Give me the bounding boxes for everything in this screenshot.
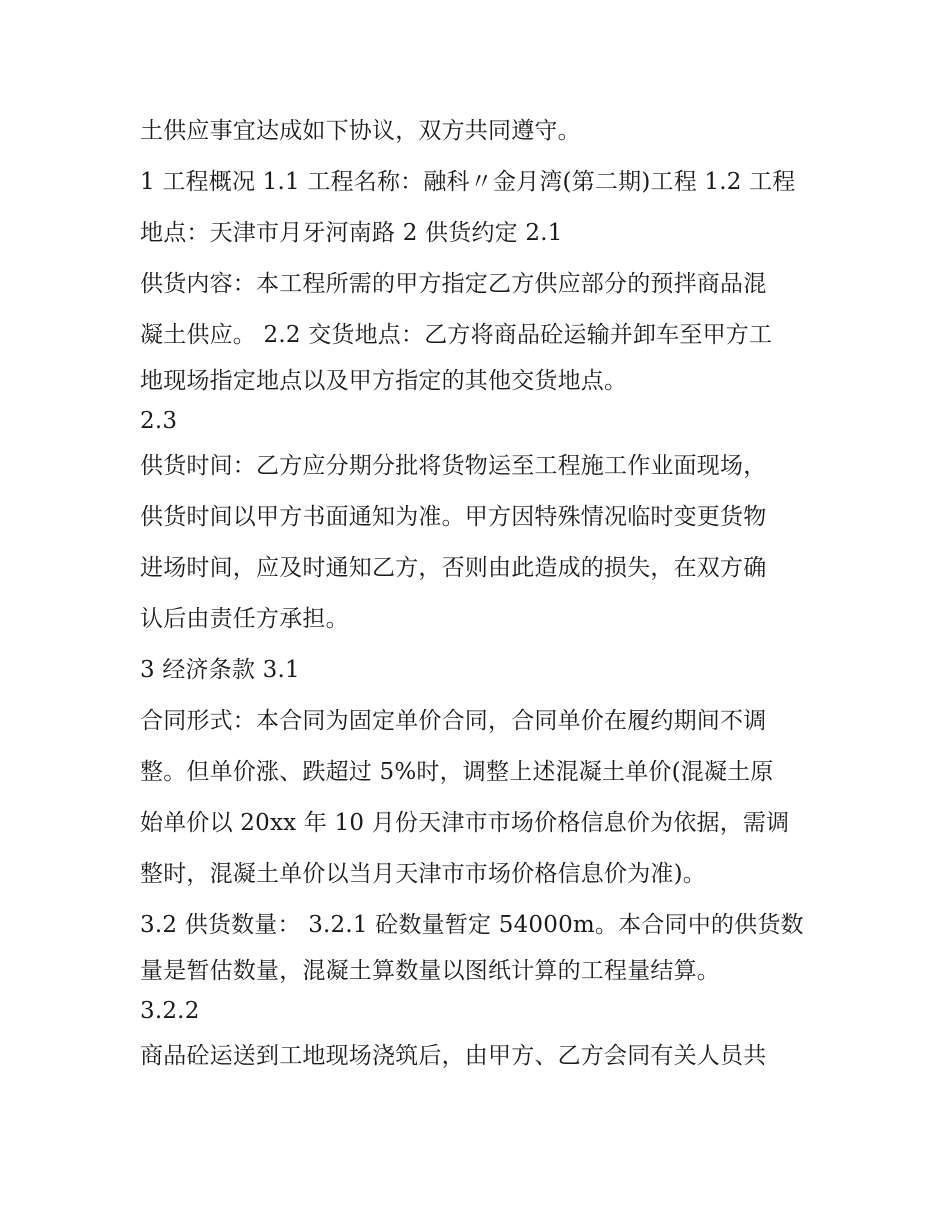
text-line: 3.2 供货数量： 3.2.1 砼数量暂定 54000m。本合同中的供货数 [140,912,804,938]
text-line: 始单价以 20xx 年 10 月份天津市市场价格信息价为依据，需调 [140,810,790,836]
text-line: 凝土供应。 2.2 交货地点：乙方将商品砼运输并卸车至甲方工 [140,322,773,348]
text-line: 进场时间，应及时通知乙方，否则由此造成的损失，在双方确 [140,555,767,581]
text-line: 合同形式：本合同为固定单价合同，合同单价在履约期间不调 [140,708,767,734]
text-line: 1 工程概况 1.1 工程名称：融科〃金月湾(第二期)工程 1.2 工程 [140,169,796,195]
text-line: 整时，混凝土单价以当月天津市市场价格信息价为准)。 [140,861,706,887]
document-body [140,106,830,1082]
text-line: 认后由责任方承担。 [140,606,349,632]
text-line: 整。但单价涨、跌超过 5%时，调整上述混凝土单价(混凝土原 [140,759,774,785]
text-line: 商品砼运送到工地现场浇筑后，由甲方、乙方会同有关人员共 [140,1043,767,1069]
text-line: 地现场指定地点以及甲方指定的其他交货地点。 [140,368,628,394]
text-line: 供货时间以甲方书面通知为准。甲方因特殊情况临时变更货物 [140,504,767,530]
section-number: 2.3 [140,408,178,434]
section-heading: 3 经济条款 3.1 [140,657,300,683]
text-line: 地点：天津市月牙河南路 2 供货约定 2.1 [140,220,563,246]
text-line: 量是暂估数量，混凝土算数量以图纸计算的工程量结算。 [140,958,720,984]
text-line: 供货内容：本工程所需的甲方指定乙方供应部分的预拌商品混 [140,271,767,297]
section-number: 3.2.2 [140,998,200,1024]
text-line: 供货时间：乙方应分期分批将货物运至工程施工作业面现场， [140,453,767,479]
text-line: 土供应事宜达成如下协议，双方共同遵守。 [140,118,581,144]
